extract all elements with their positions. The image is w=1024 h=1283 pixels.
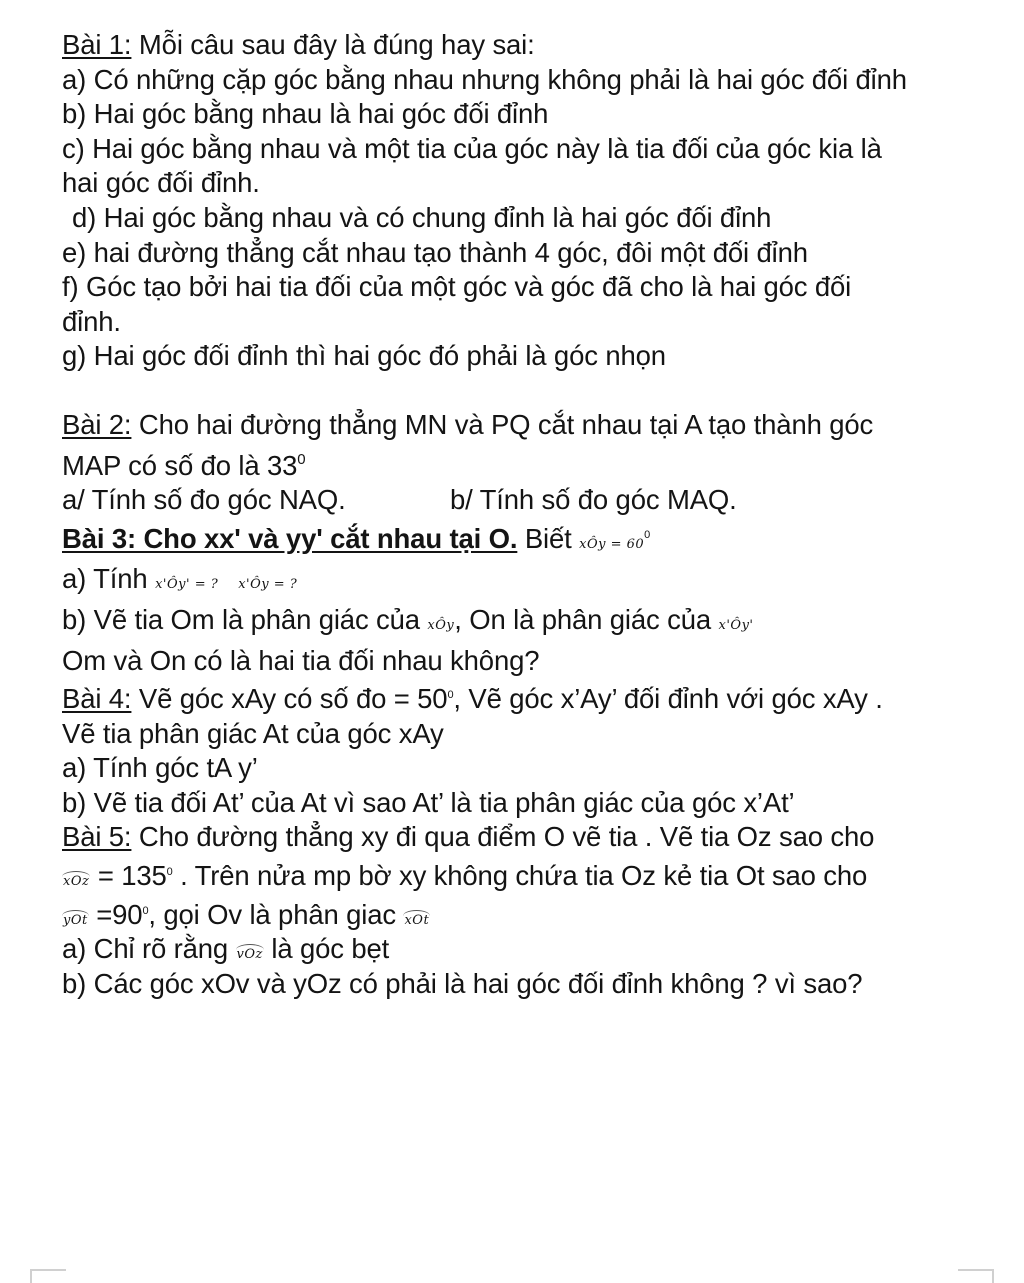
bai5-line-2	[62, 855, 1012, 894]
bai1-item-f-line2: đỉnh.	[62, 305, 121, 337]
bai5-a-text-1: a) Chỉ rõ rằng	[62, 933, 236, 965]
bai5-text-3: , gọi Ov là phân giac	[148, 898, 404, 930]
bai5-angle-xoz: xOz	[62, 871, 90, 889]
bai2-heading: Bài 2:	[62, 408, 132, 440]
bai3-b-text-1: b) Vẽ tia Om là phân giác của	[62, 603, 428, 635]
page-corner-right	[958, 1269, 994, 1283]
bai1-item-c-line1: c) Hai góc bằng nhau và một tia của góc này là tia đối của góc kia là	[62, 132, 882, 164]
bai4-text-1: Vẽ góc xAy có số đo = 50	[131, 683, 448, 715]
bai5-degree-2: 0	[142, 904, 149, 917]
bai5-heading: Bài 5:	[62, 821, 132, 853]
bai3-a-math-1: x'Ôy' = ?	[155, 577, 219, 593]
bai4-line-2: Vẽ tia phân giác At của góc xAy	[62, 717, 444, 749]
bai3-biet: Biết	[517, 522, 580, 554]
bai3-given-angle: xÔy = 60	[579, 536, 645, 552]
bai2-degree: 0	[297, 450, 306, 468]
bai3-heading: Bài 3: Cho xx' và yy' cắt nhau tại O.	[62, 522, 518, 554]
bai4-item-a: a) Tính góc tA y’	[62, 752, 258, 784]
bai3-a-math-2: x'Ôy = ?	[238, 577, 298, 593]
bai5-line-3	[62, 894, 1012, 933]
bai5-item-b: b) Các góc xOv và yOz có phải là hai góc đối đỉnh không ? vì sao?	[62, 967, 863, 999]
bai2-question-b: b/ Tính số đo góc MAQ.	[450, 484, 737, 516]
bai1-item-e: e) hai đường thẳng cắt nhau tạo thành 4 góc, đôi một đối đỉnh	[62, 236, 808, 268]
bai1-item-c-line2: hai góc đối đỉnh.	[62, 167, 260, 199]
bai1-item-a: a) Có những cặp góc bằng nhau nhưng không phải là hai góc đối đỉnh	[62, 63, 907, 95]
bai4-text-2: , Vẽ góc x’Ay’ đối đỉnh với góc xAy .	[453, 683, 883, 715]
exercise-sheet	[62, 28, 1012, 1001]
section-spacer	[62, 374, 1012, 408]
bai5-item-a	[62, 932, 1012, 967]
bai1-intro: Mỗi câu sau đây là đúng hay sai:	[131, 29, 535, 60]
page-corner-left	[30, 1269, 66, 1283]
bai3-item-a	[62, 562, 1012, 603]
bai5-text-1: Cho đường thẳng xy đi qua điểm O vẽ tia . Vẽ tia Oz sao cho	[131, 821, 875, 853]
bai5-angle-voz: vOz	[236, 944, 264, 962]
bai3-b-math-2: x'Ôy'	[718, 617, 754, 633]
bai5-angle-yot: yOt	[62, 910, 89, 928]
bai2-question-a: a/ Tính số đo góc NAQ.	[62, 484, 346, 516]
bai2-text-line2	[62, 443, 1012, 484]
bai3-title-line	[62, 518, 1012, 563]
bai2-title-line	[62, 408, 1012, 443]
bai5-value-1: = 135	[90, 860, 167, 892]
bai3-a-label: a) Tính	[62, 563, 156, 595]
bai5-text-2: . Trên nửa mp bờ xy không chứa tia Oz kẻ tia Ot sao cho	[172, 860, 868, 892]
bai3-b-math-1: xÔy	[427, 617, 455, 633]
bai5-title-line	[62, 820, 1012, 855]
bai1-title-line	[62, 28, 1012, 63]
bai3-b-text-2: , On là phân giác của	[454, 603, 719, 635]
bai4-heading: Bài 4:	[62, 683, 132, 715]
bai1-heading: Bài 1:	[62, 29, 132, 60]
bai4-item-b: b) Vẽ tia đối At’ của At vì sao At’ là tia phân giác của góc x’At’	[62, 786, 795, 818]
bai1-item-d: d) Hai góc bằng nhau và có chung đỉnh là hai góc đối đỉnh	[72, 201, 772, 233]
bai3-question: Om và On có là hai tia đối nhau không?	[62, 644, 540, 676]
bai5-degree-1: 0	[166, 866, 173, 879]
bai3-given-degree: 0	[644, 528, 651, 541]
bai5-angle-xot: xOt	[403, 910, 430, 928]
bai4-degree: 0	[447, 689, 454, 702]
bai1-item-b: b) Hai góc bằng nhau là hai góc đối đỉnh	[62, 98, 549, 130]
bai5-value-2: =90	[88, 898, 143, 930]
bai1-item-g: g) Hai góc đối đỉnh thì hai góc đó phải là góc nhọn	[62, 340, 666, 372]
bai2-text-2: MAP có số đo là 33	[62, 449, 298, 481]
bai4-title-line	[62, 678, 1012, 717]
bai2-questions	[62, 483, 1012, 518]
bai3-item-b	[62, 603, 1012, 644]
bai1-item-f-line1: f) Góc tạo bởi hai tia đối của một góc và góc đã cho là hai góc đối	[62, 271, 852, 303]
bai5-a-text-2: là góc bẹt	[263, 933, 390, 965]
bai2-text-1: Cho hai đường thẳng MN và PQ cắt nhau tại A tạo thành góc	[131, 408, 874, 440]
